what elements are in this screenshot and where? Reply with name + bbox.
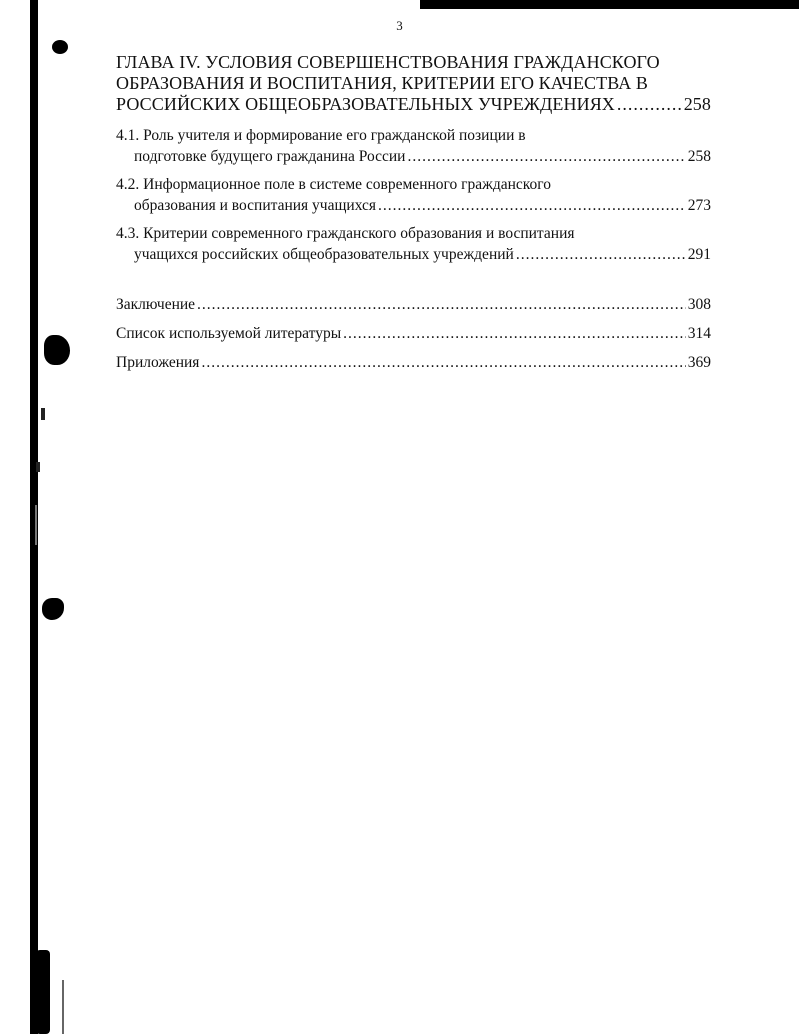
dot-leader [617, 94, 682, 115]
scan-blot [52, 40, 68, 54]
chapter-page: 258 [683, 94, 711, 114]
back-matter-page: 308 [687, 296, 711, 313]
toc-back-matter[interactable] [116, 323, 711, 344]
section-title-cont: учащихся российских общеобразовательных учреждений [134, 246, 514, 263]
table-of-contents [116, 52, 711, 381]
section-page: 258 [687, 148, 711, 165]
back-matter-page: 369 [687, 354, 711, 371]
dot-leader [197, 294, 686, 315]
scan-blot [44, 335, 70, 365]
section-title: 4.3. Критерии современного гражданского образования и воспитания [116, 225, 575, 242]
toc-section[interactable] [116, 125, 711, 167]
toc-section[interactable] [116, 174, 711, 216]
dot-leader [201, 352, 685, 373]
chapter-title-line: ОБРАЗОВАНИЯ И ВОСПИТАНИЯ, КРИТЕРИИ ЕГО КАЧЕСТВА В [116, 73, 649, 93]
chapter-heading[interactable] [116, 52, 711, 115]
section-page: 273 [687, 197, 711, 214]
scan-mark [35, 505, 37, 545]
scan-mark [36, 462, 40, 472]
section-title: 4.2. Информационное поле в системе современного гражданского [116, 176, 551, 193]
section-page: 291 [687, 246, 711, 263]
toc-back-matter[interactable] [116, 294, 711, 315]
scan-mark [62, 980, 64, 1034]
section-title: 4.1. Роль учителя и формирование его гражданской позиции в [116, 127, 526, 144]
section-title-cont: образования и воспитания учащихся [134, 197, 377, 214]
toc-back-matter[interactable] [116, 352, 711, 373]
scan-blot [36, 950, 50, 1034]
chapter-title-line: ГЛАВА IV. УСЛОВИЯ СОВЕРШЕНСТВОВАНИЯ ГРАЖДАНСКОГО [116, 52, 660, 72]
dot-leader [343, 323, 686, 344]
section-title-cont: подготовке будущего гражданина России [134, 148, 406, 165]
back-matter-title: Приложения [116, 354, 200, 371]
toc-section[interactable] [116, 223, 711, 265]
scan-blot [42, 598, 64, 620]
dot-leader [516, 244, 686, 265]
scan-edge-top [420, 0, 799, 9]
back-matter-page: 314 [687, 325, 711, 342]
dot-leader [407, 146, 685, 167]
back-matter-title: Список используемой литературы [116, 325, 342, 342]
scan-mark [41, 408, 45, 420]
dot-leader [378, 195, 686, 216]
page-number: 3 [396, 18, 403, 33]
back-matter-title: Заключение [116, 296, 196, 313]
chapter-title-line: РОССИЙСКИХ ОБЩЕОБРАЗОВАТЕЛЬНЫХ УЧРЕЖДЕНИЯХ [116, 94, 615, 114]
